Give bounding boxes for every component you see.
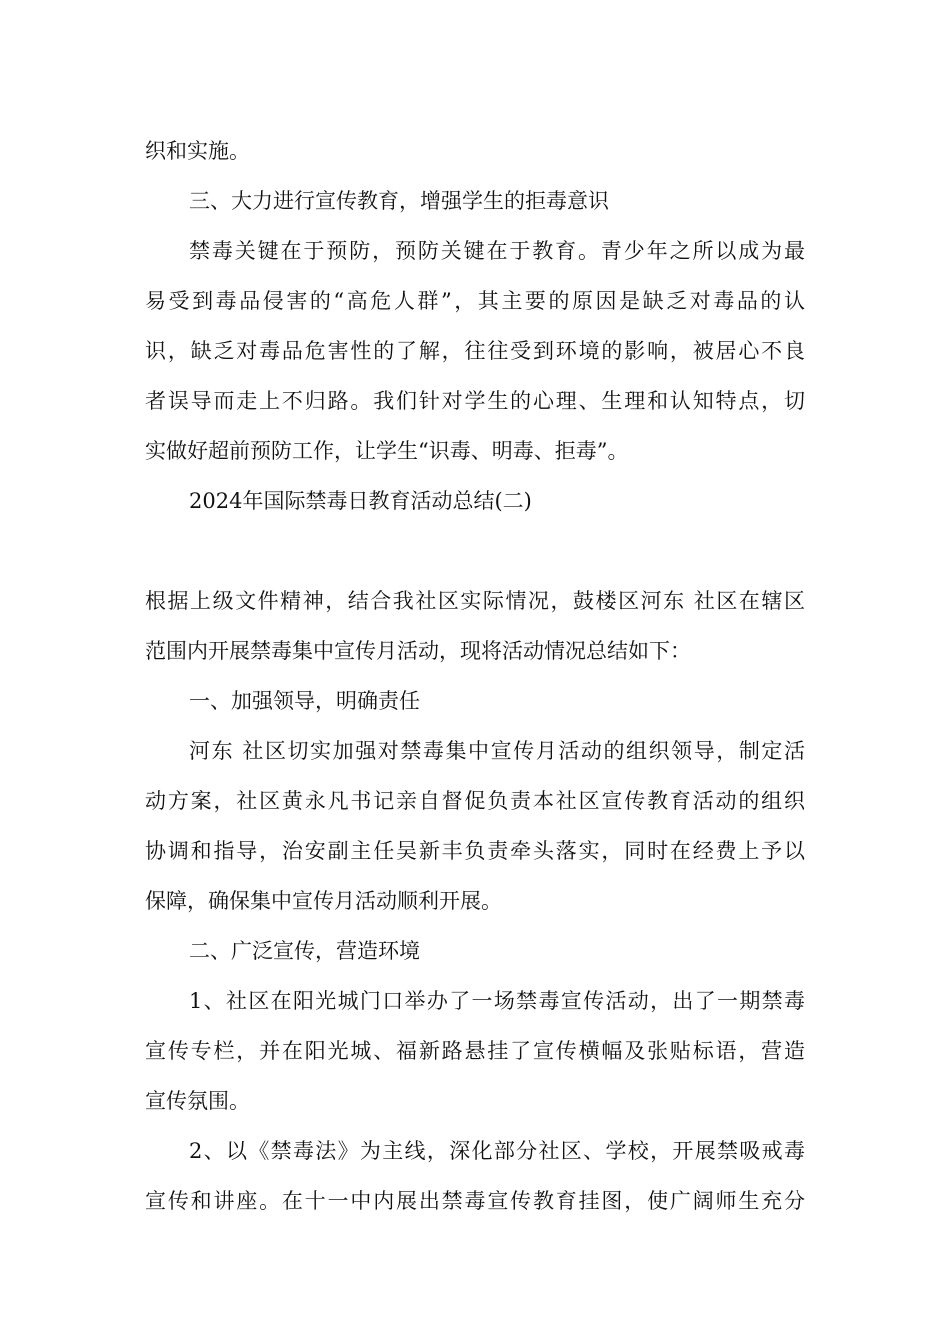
text-line: 保障，确保集中宣传月活动顺利开展。 [145, 889, 502, 913]
text-line: 宣传专栏，并在阳光城、福新路悬挂了宣传横幅及张贴标语，营造 [145, 1039, 805, 1063]
text-line: 者误导而走上不归路。我们针对学生的心理、生理和认知特点，切 [145, 389, 805, 413]
section-heading: 二、广泛宣传，营造环境 [189, 939, 420, 963]
text-line: 动方案，社区黄永凡书记亲自督促负责本社区宣传教育活动的组织 [145, 789, 805, 813]
text-line: 识，缺乏对毒品危害性的了解，往往受到环境的影响，被居心不良 [145, 339, 805, 363]
text-line: 2、以《禁毒法》为主线，深化部分社区、学校，开展禁吸戒毒 [189, 1139, 805, 1163]
text-line: 根据上级文件精神，结合我社区实际情况，鼓楼区河东 社区在辖区 [145, 589, 805, 613]
text-line: 范围内开展禁毒集中宣传月活动，现将活动情况总结如下： [145, 639, 691, 663]
text-line: 宣传氛围。 [145, 1089, 250, 1113]
text-line: 禁毒关键在于预防，预防关键在于教育。青少年之所以成为最 [189, 239, 805, 263]
text-line: 易受到毒品侵害的“高危人群”，其主要的原因是缺乏对毒品的认 [145, 289, 805, 313]
section-heading: 一、加强领导，明确责任 [189, 689, 420, 713]
text-line: 织和实施。 [145, 139, 250, 163]
text-line: 协调和指导，治安副主任吴新丰负责牵头落实，同时在经费上予以 [145, 839, 805, 863]
text-line: 宣传和讲座。在十一中内展出禁毒宣传教育挂图，使广阔师生充分 [145, 1189, 805, 1213]
section-heading: 三、大力进行宣传教育，增强学生的拒毒意识 [189, 189, 609, 213]
text-line: 1、社区在阳光城门口举办了一场禁毒宣传活动，出了一期禁毒 [189, 989, 805, 1013]
text-line: 河东 社区切实加强对禁毒集中宣传月活动的组织领导，制定活 [189, 739, 805, 763]
text-line: 实做好超前预防工作，让学生“识毒、明毒、拒毒”。 [145, 439, 629, 463]
document-title: 2024年国际禁毒日教育活动总结(二) [189, 489, 532, 513]
